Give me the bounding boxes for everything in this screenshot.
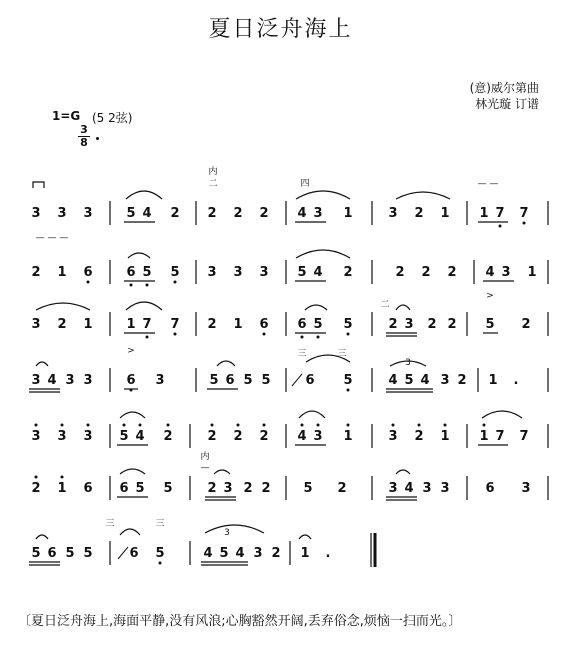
note-digit: 1	[343, 429, 353, 444]
program-note: 〔夏日泛舟海上,海面平静,没有风浪;心胸豁然开阔,丢弃俗念,烦恼一扫而光。〕	[18, 614, 462, 629]
note-digit: 1	[527, 265, 537, 280]
bowing-mark: 二	[208, 179, 218, 189]
slur-arc	[126, 191, 162, 199]
note-digit: 4	[142, 206, 152, 221]
slur-arc	[482, 411, 522, 418]
note-digit: 3	[155, 373, 165, 388]
note-digit: 2	[388, 317, 398, 332]
repeat-bracket	[33, 182, 44, 188]
note-digit: 2	[207, 206, 217, 221]
octave-dot	[347, 333, 350, 336]
octave-dot	[139, 424, 142, 427]
note-digit: 2	[414, 429, 424, 444]
note-digit: 3	[31, 429, 41, 444]
duration-dot: .	[325, 546, 331, 561]
note-digit: 2	[233, 429, 243, 444]
slur-arc	[36, 362, 48, 366]
note-digit: 2	[337, 481, 347, 496]
octave-dot	[123, 424, 126, 427]
octave-dot	[174, 333, 177, 336]
note-digit: 5	[119, 429, 129, 444]
note-digit: 3	[259, 265, 269, 280]
note-digit: 5	[142, 265, 152, 280]
note-digit: 6	[129, 546, 139, 561]
note-digit: 3	[253, 546, 263, 561]
octave-dot	[483, 424, 486, 427]
octave-dot	[159, 562, 162, 565]
slur-arc	[305, 305, 327, 310]
note-digit: 6	[259, 317, 269, 332]
slur-arc	[396, 305, 410, 310]
note-digit: 3	[388, 206, 398, 221]
bowing-mark: >	[486, 291, 494, 301]
bowing-mark: 三	[105, 519, 115, 529]
bowing-mark: >	[127, 346, 135, 356]
note-digit: 5	[65, 546, 75, 561]
note-digit: 6	[126, 373, 136, 388]
note-digit: 2	[421, 265, 431, 280]
note-digit: 2	[207, 481, 217, 496]
note-digit: 2	[57, 317, 67, 332]
note-digit: 3	[404, 317, 414, 332]
slur-arc	[205, 525, 264, 533]
bowing-mark: — — —	[35, 233, 69, 243]
note-digit: 6	[225, 373, 235, 388]
slur-arc	[217, 361, 235, 366]
note-digit: 7	[170, 317, 180, 332]
slur-arc	[299, 535, 311, 539]
note-digit: 2	[207, 317, 217, 332]
note-digit: 6	[297, 317, 307, 332]
octave-dot	[167, 424, 170, 427]
note-digit: 2	[343, 265, 353, 280]
note-digit: 2	[170, 206, 180, 221]
octave-dot	[347, 389, 350, 392]
note-digit: 5	[83, 546, 93, 561]
slur-arc	[396, 470, 410, 474]
note-digit: 4	[313, 265, 323, 280]
note-digit: 6	[119, 481, 129, 496]
octave-dot	[87, 281, 90, 284]
note-digit: 3	[83, 206, 93, 221]
note-digit: 4	[235, 546, 245, 561]
note-digit: 2	[259, 429, 269, 444]
octave-dot	[317, 336, 320, 339]
note-digit: 3	[313, 429, 323, 444]
note-digit: 6	[126, 265, 136, 280]
note-digit: 5	[303, 481, 313, 496]
slur-arc	[120, 469, 145, 474]
note-digit: 7	[519, 206, 529, 221]
note-digit: 3	[207, 265, 217, 280]
note-digit: 1	[479, 206, 489, 221]
note-digit: 2	[427, 317, 437, 332]
arranger-credit: 林光璇 订谱	[475, 97, 539, 111]
note-digit: 4	[47, 373, 57, 388]
time-signature-numerator: 3	[78, 124, 90, 137]
note-digit: 2	[395, 265, 405, 280]
note-digit: 5	[261, 373, 271, 388]
octave-dot	[523, 222, 526, 225]
note-digit: 2	[414, 206, 424, 221]
note-digit: 5	[209, 373, 219, 388]
duration-dot: .	[513, 373, 519, 388]
note-digit: 3	[31, 373, 41, 388]
bowing-mark: —	[200, 463, 210, 473]
note-digit: 2	[207, 429, 217, 444]
note-digit: 1	[440, 206, 450, 221]
slur-arc	[120, 529, 140, 535]
octave-dot	[301, 336, 304, 339]
note-digit: 2	[31, 481, 41, 496]
octave-dot	[87, 424, 90, 427]
bowing-mark: 三	[297, 349, 307, 359]
slur-arc	[128, 253, 150, 258]
bowing-mark: 3	[224, 528, 230, 538]
note-digit: 3	[233, 265, 243, 280]
octave-dot	[146, 284, 149, 287]
note-digit: 5	[404, 373, 414, 388]
note-digit: 4	[297, 429, 307, 444]
slur-arc	[36, 535, 48, 539]
note-digit: 3	[388, 481, 398, 496]
page-title: 夏日泛舟海上	[208, 17, 353, 42]
note-digit: 2	[271, 546, 281, 561]
note-digit: 4	[135, 429, 145, 444]
octave-dot	[392, 424, 395, 427]
note-digit: 4	[404, 481, 414, 496]
note-digit: 1	[300, 546, 310, 561]
composer-credit: (意)威尔第曲	[469, 81, 539, 95]
note-digit: 7	[495, 429, 505, 444]
note-digit: 4	[420, 373, 430, 388]
note-digit: 3	[313, 206, 323, 221]
note-digit: 3	[501, 265, 511, 280]
note-digit: 5	[343, 317, 353, 332]
note-digit: 2	[233, 206, 243, 221]
note-digit: 1	[57, 481, 67, 496]
note-digit: 1	[440, 429, 450, 444]
slur-arc	[126, 302, 162, 310]
note-digit: 3	[31, 317, 41, 332]
slur-arc	[36, 303, 90, 310]
octave-dot	[35, 476, 38, 479]
note-digit: 2	[521, 317, 531, 332]
key-signature: 1=G	[52, 109, 81, 123]
note-digit: 1	[233, 317, 243, 332]
octave-dot	[146, 336, 149, 339]
octave-dot	[347, 424, 350, 427]
note-digit: 2	[259, 206, 269, 221]
note-digit: 5	[163, 481, 173, 496]
note-digit: 2	[447, 265, 457, 280]
slur-arc	[396, 192, 450, 199]
note-digit: 4	[388, 373, 398, 388]
slur-arc	[120, 412, 145, 418]
glide-mark	[118, 547, 128, 559]
note-digit: 4	[297, 206, 307, 221]
glide-mark	[292, 374, 302, 386]
note-digit: 5	[243, 373, 253, 388]
octave-dot	[237, 424, 240, 427]
note-digit: 3	[521, 481, 531, 496]
octave-dot	[174, 281, 177, 284]
bowing-mark: 3	[405, 358, 411, 368]
note-digit: 5	[135, 481, 145, 496]
note-digit: 5	[219, 546, 229, 561]
note-digit: 2	[163, 429, 173, 444]
note-digit: 4	[485, 265, 495, 280]
note-digit: 3	[422, 481, 432, 496]
note-digit: 3	[83, 373, 93, 388]
octave-dot	[499, 225, 502, 228]
bowing-mark: 二	[380, 300, 390, 310]
octave-dot	[263, 424, 266, 427]
bowing-mark: — —	[477, 179, 499, 189]
note-digit: 7	[519, 429, 529, 444]
note-digit: 1	[57, 265, 67, 280]
note-digit: 3	[65, 373, 75, 388]
note-digit: 3	[223, 481, 233, 496]
note-digit: 5	[31, 546, 41, 561]
octave-dot	[444, 424, 447, 427]
octave-dot	[130, 284, 133, 287]
note-digit: 3	[57, 206, 67, 221]
bowing-mark: 三	[337, 349, 347, 359]
note-digit: 1	[488, 373, 498, 388]
octave-dot	[263, 333, 266, 336]
note-digit: 6	[83, 265, 93, 280]
time-signature-denominator: 8	[80, 136, 88, 149]
slur-arc	[296, 250, 350, 258]
note-digit: 5	[343, 373, 353, 388]
octave-dot	[61, 424, 64, 427]
note-digit: 3	[440, 373, 450, 388]
slur-arc	[296, 191, 350, 199]
string-tuning: (5 2弦)	[92, 111, 133, 125]
octave-dot	[35, 424, 38, 427]
note-digit: 1	[343, 206, 353, 221]
bowing-mark: 三	[155, 519, 165, 529]
note-digit: 6	[305, 373, 315, 388]
note-digit: 3	[31, 206, 41, 221]
bowing-mark: 内	[208, 167, 218, 177]
note-digit: 3	[440, 481, 450, 496]
note-digit: 2	[447, 317, 457, 332]
note-digit: 2	[243, 481, 253, 496]
note-digit: 1	[83, 317, 93, 332]
octave-dot	[61, 476, 64, 479]
note-digit: 5	[126, 206, 136, 221]
note-digit: 3	[57, 429, 67, 444]
note-digit: 5	[485, 317, 495, 332]
slur-arc	[214, 470, 230, 474]
octave-dot	[317, 424, 320, 427]
octave-dot	[301, 424, 304, 427]
note-digit: 3	[388, 429, 398, 444]
note-digit: 6	[47, 546, 57, 561]
note-digit: 2	[31, 265, 41, 280]
note-digit: 6	[485, 481, 495, 496]
note-digit: 2	[457, 373, 467, 388]
note-digit: 4	[203, 546, 213, 561]
note-digit: 5	[297, 265, 307, 280]
note-digit: 6	[83, 481, 93, 496]
octave-dot	[418, 424, 421, 427]
slur-arc	[299, 411, 325, 418]
note-digit: 5	[155, 546, 165, 561]
note-digit: 7	[142, 317, 152, 332]
octave-dot	[211, 424, 214, 427]
note-digit: 1	[126, 317, 136, 332]
note-digit: 2	[261, 481, 271, 496]
note-digit: 5	[313, 317, 323, 332]
bowing-mark: 四	[300, 179, 310, 189]
note-digit: 7	[495, 206, 505, 221]
bowing-mark: 内	[200, 452, 210, 462]
note-digit: 3	[83, 429, 93, 444]
note-digit: 1	[479, 429, 489, 444]
note-digit: 5	[170, 265, 180, 280]
